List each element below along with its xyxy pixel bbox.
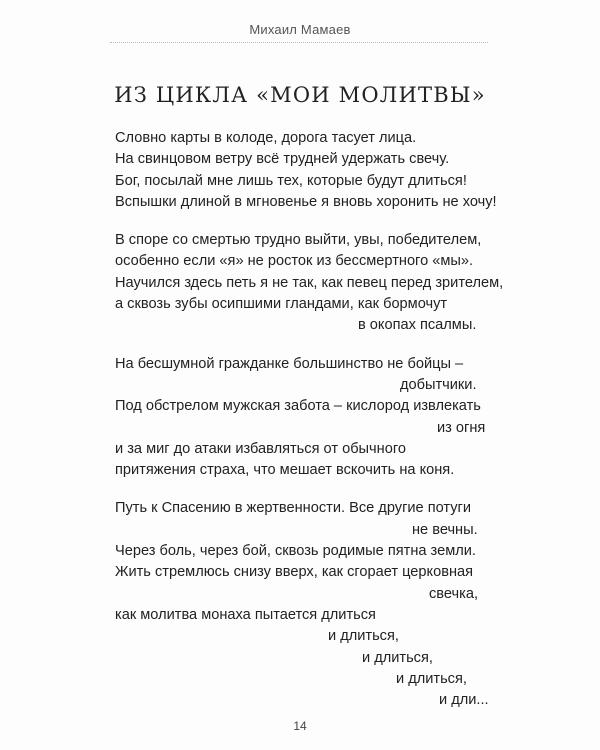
poem-line: В споре со смертью трудно выйти, увы, победителем, <box>115 232 482 249</box>
poem-line: свечка, <box>429 585 478 602</box>
poem-line: Через боль, через бой, сквозь родимые пятна земли. <box>115 543 476 560</box>
poem-line: Бог, посылай мне лишь тех, которые будут длиться! <box>115 172 467 189</box>
poem-line: Словно карты в колоде, дорога тасует лица. <box>115 130 417 146</box>
poem-line: как молитва монаха пытается длиться <box>115 606 376 623</box>
header-divider <box>110 42 488 43</box>
running-header-author: Михаил Мамаев <box>249 22 351 37</box>
poem-line: не вечны. <box>412 521 478 538</box>
poem-line: Путь к Спасению в жертвенности. Все другие потуги <box>115 500 472 517</box>
poem-line: притяжения страха, что мешает вскочить на коня. <box>115 462 455 479</box>
stanza <box>115 230 504 336</box>
poem-line: и дли... <box>439 692 489 709</box>
poem-line: а сквозь зубы осипшими гландами, как бормочут <box>115 296 448 313</box>
poem-line: На свинцовом ветру всё трудней удержать свечу. <box>115 151 450 168</box>
stanza <box>115 128 497 213</box>
poem-line: добытчики. <box>400 376 477 393</box>
poem-line: Научился здесь петь я не так, как певец перед зрителем, <box>115 274 504 291</box>
poem-line: особенно если «я» не росток из бессмертного «мы». <box>115 253 474 270</box>
poem-line: и за миг до атаки избавляться от обычного <box>115 440 406 457</box>
poem-line: Под обстрелом мужская забота – кислород извлекать <box>115 398 481 415</box>
poem-line: в окопах псалмы. <box>358 317 477 334</box>
poem-line: и длиться, <box>362 649 433 666</box>
stanza-gap <box>115 481 490 498</box>
stanza <box>115 354 490 482</box>
poem-line: и длиться, <box>328 628 399 645</box>
stanza-gap <box>115 213 490 230</box>
poem-line: и длиться, <box>396 670 467 687</box>
stanza-gap <box>115 337 490 354</box>
poem-title: ИЗ ЦИКЛА «МОИ МОЛИТВЫ» <box>114 83 486 107</box>
poem-body <box>115 128 504 711</box>
page-number: 14 <box>293 719 307 733</box>
poem-line: На бесшумной гражданке большинство не бойцы – <box>115 355 464 372</box>
poem-line: из огня <box>437 419 486 436</box>
poem-line: Жить стремлюсь снизу вверх, как сгорает церковная <box>115 564 474 581</box>
stanza <box>115 498 490 711</box>
poem-line: Вспышки длиной в мгновенье я вновь хоронить не хочу! <box>115 193 497 210</box>
